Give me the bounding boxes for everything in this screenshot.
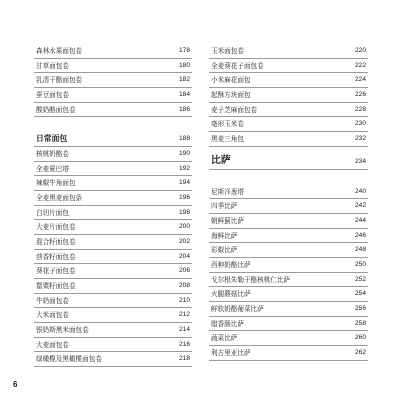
toc-entry[interactable] <box>209 331 368 346</box>
toc-entry[interactable] <box>209 214 368 229</box>
toc-page: 256 <box>354 305 366 312</box>
toc-title: 火腿蘑菇比萨 <box>211 290 251 299</box>
toc-entry[interactable] <box>34 352 192 367</box>
toc-entry[interactable] <box>209 317 368 332</box>
toc-page: 198 <box>178 208 190 216</box>
toc-page: 196 <box>178 193 190 201</box>
toc-entry[interactable] <box>34 308 192 323</box>
toc-title: 白切片面包 <box>36 208 69 217</box>
toc-entry[interactable] <box>34 294 192 309</box>
toc-entry[interactable] <box>209 273 368 288</box>
toc-title: 利古里亚比萨 <box>211 349 251 358</box>
toc-section-heading[interactable] <box>34 132 192 147</box>
toc-entry[interactable] <box>34 220 192 235</box>
toc-page: 192 <box>178 164 190 172</box>
toc-page: 218 <box>178 355 190 363</box>
toc-entry[interactable] <box>34 162 192 177</box>
toc-title: 大麦片面包卷 <box>36 223 76 232</box>
toc-title: 黑麦三角包 <box>211 135 244 144</box>
toc-title: 乳清干酪面包卷 <box>36 76 83 85</box>
toc-title: 玉米面包卷 <box>211 47 244 55</box>
toc-entry[interactable] <box>209 287 368 302</box>
toc-page: 248 <box>354 246 366 254</box>
toc-entry[interactable] <box>209 117 368 132</box>
toc-title: 起酥方块面包 <box>211 91 251 100</box>
toc-entry[interactable] <box>34 88 192 103</box>
toc-title: 全麦葵花子面包卷 <box>211 61 264 70</box>
toc-entry[interactable] <box>34 176 192 191</box>
toc-title: 混合籽面包卷 <box>36 237 76 246</box>
toc-title: 辣椒牛角面包 <box>36 179 76 188</box>
toc-page: 244 <box>354 216 366 224</box>
toc-title: 茴香籽面包卷 <box>36 252 76 261</box>
toc-title: 葵花子面包卷 <box>36 267 76 276</box>
section-title: 日常面包 <box>36 134 68 144</box>
toc-title: 全麦黑麦面包条 <box>36 193 83 202</box>
toc-entry[interactable] <box>209 59 368 74</box>
section-gap <box>209 170 368 185</box>
toc-title: 森林水果面包卷 <box>36 47 83 55</box>
toc-entry[interactable] <box>34 44 192 59</box>
page-number: 6 <box>13 380 18 389</box>
toc-title: 戈尔根朱勒干酪核桃仁比萨 <box>211 275 291 284</box>
toc-page: 246 <box>354 231 366 239</box>
toc-page: 204 <box>178 252 190 260</box>
toc-page: 242 <box>354 202 366 210</box>
toc-entry[interactable] <box>34 250 192 265</box>
toc-title: 尼斯洋葱塔 <box>211 187 244 196</box>
toc-title: 蚕豆面包卷 <box>36 91 69 100</box>
toc-entry[interactable] <box>209 199 368 214</box>
toc-entry[interactable] <box>34 206 192 221</box>
toc-title: 腊香肠比萨 <box>211 319 244 328</box>
toc-entry[interactable] <box>34 191 192 206</box>
toc-page: 182 <box>178 76 190 84</box>
toc-page: 240 <box>354 187 366 195</box>
toc-page: 180 <box>178 61 190 69</box>
toc-entry[interactable] <box>209 302 368 317</box>
toc-title: 大麦面包卷 <box>36 340 69 349</box>
toc-title: 彩椒比萨 <box>211 246 238 255</box>
toc-page: 254 <box>354 290 366 298</box>
toc-page: 222 <box>354 61 366 69</box>
toc-title: 核桃奶酪卷 <box>36 149 69 158</box>
toc-page: 190 <box>178 149 190 157</box>
toc-entry[interactable] <box>34 264 192 279</box>
section-page: 234 <box>354 157 366 165</box>
toc-page: 260 <box>354 334 366 342</box>
toc-entry[interactable] <box>209 88 368 103</box>
toc-entry[interactable] <box>209 103 368 118</box>
section-page: 188 <box>178 135 190 143</box>
toc-title: 银奶斯黑米面包卷 <box>36 326 89 335</box>
toc-entry[interactable] <box>34 103 192 118</box>
toc-entry[interactable] <box>34 235 192 250</box>
toc-page: 208 <box>178 282 190 289</box>
toc-page: 194 <box>178 179 190 187</box>
toc-entry[interactable] <box>34 59 192 74</box>
toc-page: 228 <box>354 105 366 113</box>
section-gap <box>34 117 192 132</box>
toc-title: 西种奶酪比萨 <box>211 260 251 269</box>
toc-page: 206 <box>178 267 190 275</box>
toc-page: 258 <box>354 319 366 327</box>
toc-entry[interactable] <box>34 73 192 88</box>
toc-page: 216 <box>178 340 190 348</box>
toc-title: 大米面包卷 <box>36 311 69 320</box>
toc-page: 186 <box>178 105 190 113</box>
toc-entry[interactable] <box>209 73 368 88</box>
toc-title: 麦子芝麻面包卷 <box>211 105 258 114</box>
toc-page: 200 <box>178 223 190 231</box>
toc-page: 210 <box>178 296 190 304</box>
toc-page: 214 <box>178 326 190 334</box>
toc-page: 220 <box>354 47 366 54</box>
toc-page: 252 <box>354 275 366 283</box>
toc-title: 鲜软奶酪葡菜比萨 <box>211 305 264 313</box>
toc-page: 212 <box>178 311 190 319</box>
toc-title: 海鲜比萨 <box>211 231 238 240</box>
toc-title: 小米麻花面包 <box>211 76 251 85</box>
toc-title: 牛奶面包卷 <box>36 296 69 305</box>
toc-page: 184 <box>178 91 190 99</box>
toc-section-heading[interactable] <box>209 153 368 170</box>
toc-title: 朝鲜蓟比萨 <box>211 216 244 225</box>
toc-title: 蔬菜比萨 <box>211 334 238 343</box>
toc-entry[interactable] <box>209 229 368 244</box>
toc-entry[interactable] <box>209 185 368 200</box>
toc-title: 罂粟籽面包卷 <box>36 282 76 290</box>
toc-page: 202 <box>178 237 190 245</box>
toc-entry[interactable] <box>209 132 368 147</box>
toc-left-column <box>34 44 192 367</box>
toc-title: 全麦夏巴塔 <box>36 164 69 173</box>
toc-page: 224 <box>354 76 366 84</box>
toc-title: 亳形玉米卷 <box>211 120 244 129</box>
toc-entry[interactable] <box>34 338 192 353</box>
toc-entry[interactable] <box>34 147 192 162</box>
toc-page: 250 <box>354 260 366 268</box>
toc-title: 绿橄榄及黑橄榄面包卷 <box>36 355 102 364</box>
toc-page: 232 <box>354 135 366 143</box>
toc-page: 230 <box>354 120 366 128</box>
toc-entry[interactable] <box>34 279 192 294</box>
toc-page: 262 <box>354 349 366 357</box>
toc-title: 酸奶酪面包卷 <box>36 105 76 114</box>
toc-right-column <box>209 44 368 361</box>
toc-entry[interactable] <box>209 243 368 258</box>
toc-entry[interactable] <box>34 323 192 338</box>
toc-entry[interactable] <box>209 258 368 273</box>
toc-entry[interactable] <box>209 346 368 361</box>
toc-page: 178 <box>178 47 190 54</box>
section-title: 比萨 <box>211 154 231 166</box>
toc-title: 甘草面包卷 <box>36 61 69 70</box>
toc-title: 四季比萨 <box>211 202 238 211</box>
toc-entry[interactable] <box>209 44 368 59</box>
toc-page: 226 <box>354 91 366 99</box>
